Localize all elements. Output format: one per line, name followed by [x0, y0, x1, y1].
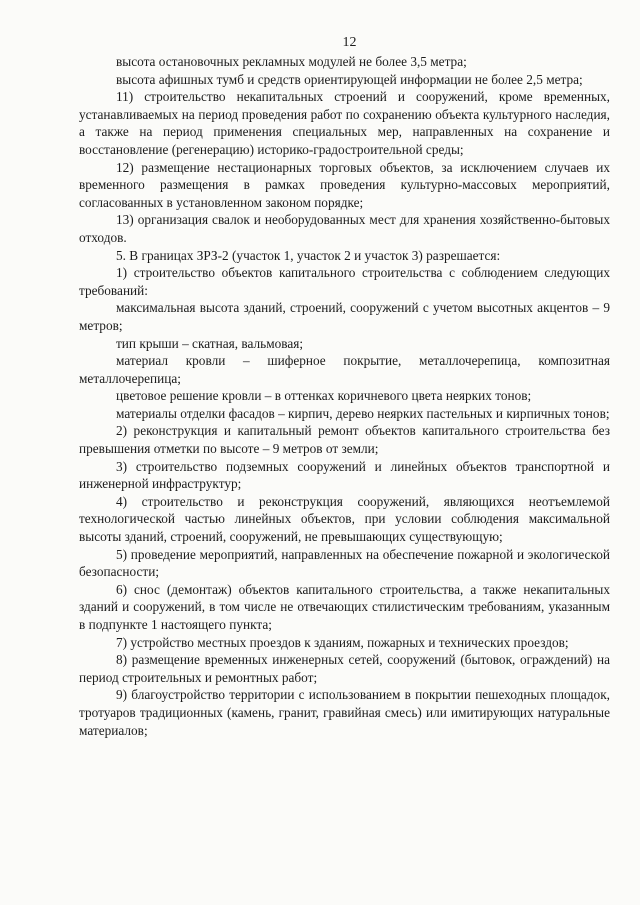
paragraph: 11) строительство некапитальных строений и сооружений, кроме временных, устанавливаемых на период проведения работ по сохранению объекта культурного наследия, а также на период применения специальных мер, направленных на сохранение и восстановление (регенерацию) историко-градостроительной среды;: [79, 89, 610, 157]
paragraph: 12) размещение нестационарных торговых объектов, за исключением случаев их временного размещения в рамках проведения культурно-массовых мероприятий, согласованных в установленном законом порядке;: [79, 159, 610, 210]
paragraph: материал кровли – шиферное покрытие, металлочерепица, композитная металлочерепица;: [79, 353, 610, 386]
paragraph: 13) организация свалок и необорудованных мест для хранения хозяйственно-бытовых отходов.: [79, 212, 610, 245]
paragraph: высота афишных тумб и средств ориентирующей информации не более 2,5 метра;: [116, 71, 583, 87]
paragraph: 5) проведение мероприятий, направленных на обеспечение пожарной и экологической безопасности;: [79, 546, 610, 580]
paragraph: цветовое решение кровли – в оттенках коричневого цвета неярких тонов;: [116, 388, 532, 404]
paragraph: тип крыши – скатная, вальмовая;: [116, 335, 304, 351]
paragraph: максимальная высота зданий, строений, сооружений с учетом высотных акцентов – 9 метров;: [79, 300, 610, 333]
paragraph: высота остановочных рекламных модулей не более 3,5 метра;: [116, 54, 467, 69]
paragraph: 2) реконструкция и капитальный ремонт объектов капитального строительства без превышения отметки по высоте – 9 метров от земли;: [79, 423, 610, 457]
page-number: 12: [342, 35, 357, 50]
paragraph: 7) устройство местных проездов к зданиям, пожарных и технических проездов;: [116, 634, 569, 650]
paragraph: 1) строительство объектов капитального строительства с соблюдением следующих требований:: [79, 265, 610, 298]
section-heading: 5. В границах ЗРЗ-2 (участок 1, участок 2 и участок 3) разрешается:: [116, 247, 501, 263]
paragraph: 9) благоустройство территории с использованием в покрытии пешеходных площадок, тротуаров традиционных (камень, гранит, гравийная смесь) или имитирующих натуральные материалов;: [79, 687, 610, 738]
document-body: [79, 53, 610, 739]
paragraph: 3) строительство подземных сооружений и линейных объектов транспортной и инженерной инфраструктур;: [79, 458, 610, 492]
paragraph: 6) снос (демонтаж) объектов капитального строительства, а также некапитальных зданий и сооружений, в том числе не отвечающих стилистическим требованиям, указанным в подпункте 1 настоящего пункта;: [79, 581, 610, 632]
paragraph: материалы отделки фасадов – кирпич, дерево неярких пастельных и кирпичных тонов;: [116, 405, 610, 421]
paragraph: 4) строительство и реконструкция сооружений, являющихся неотъемлемой технологической частью линейных объектов, при условии соблюдения максимальной высоты зданий, строений, сооружений, не превышающих существующую;: [79, 493, 610, 545]
paragraph: 8) размещение временных инженерных сетей, сооружений (бытовок, ограждений) на период строительных и ремонтных работ;: [79, 652, 610, 685]
